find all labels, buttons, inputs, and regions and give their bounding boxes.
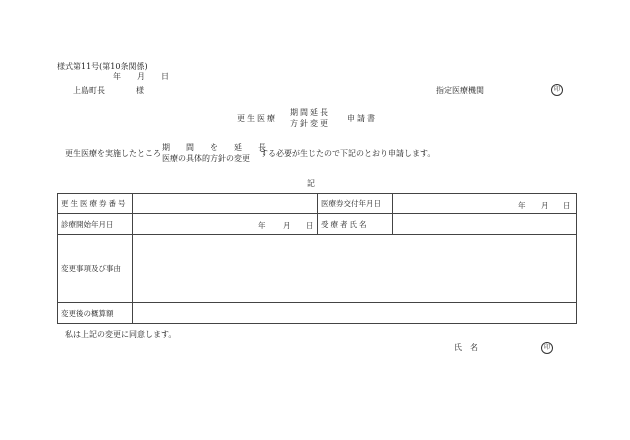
change-reason-label: 変更事項及び事由 [58,235,133,303]
consent-statement: 私は上記の変更に同意します。 [65,330,177,339]
patient-name-value[interactable] [393,214,577,235]
title-right: 申請書 [347,114,377,123]
start-month-unit: 月 [283,221,291,230]
issue-month-unit: 月 [541,201,549,210]
form-number: 様式第11号(第10条関係) [57,62,148,71]
issue-day-unit: 日 [563,201,571,210]
month-unit: 月 [137,72,145,81]
title-options [290,109,330,128]
estimate-label: 変更後の概算額 [58,303,133,324]
ticket-number-label: 更生医療券番号 [58,194,133,214]
patient-name-label: 受療者氏名 [318,214,393,235]
start-day-unit: 日 [306,221,314,230]
signer-seal: 印 [541,342,553,354]
statement-suffix: する必要が生じたので下記のとおり申請します。 [260,149,436,158]
start-date-label: 診療開始年月日 [58,214,133,235]
issue-date-label: 医療券交付年月日 [318,194,393,214]
request-form-table [57,193,577,324]
estimate-value[interactable] [133,303,577,324]
issue-date-value[interactable] [393,194,577,214]
title-left: 更生医療 [237,114,277,123]
ticket-number-value[interactable] [133,194,318,214]
statement-options [162,144,266,163]
signer-name-label: 氏 名 [454,343,478,352]
institution-label: 指定医療機関 [436,86,484,95]
start-year-unit: 年 [258,221,266,230]
statement-option-extend: 期 間 を 延 長 [162,143,266,152]
year-unit: 年 [113,72,121,81]
honorific: 様 [136,86,144,95]
table-row [58,214,577,235]
statement-option-change: 医療の具体的方針の変更 [162,154,250,163]
institution-seal: 印 [551,84,563,96]
day-unit: 日 [161,72,169,81]
title-option-extend: 期間延長 [290,108,330,117]
statement-prefix: 更生医療を実施したところ [65,149,161,158]
table-row [58,303,577,324]
addressee: 上島町長 [73,86,105,95]
table-row [58,194,577,214]
start-date-value[interactable] [133,214,318,235]
table-row [58,235,577,303]
change-reason-value[interactable] [133,235,577,303]
ki-heading: 記 [307,179,315,188]
issue-year-unit: 年 [518,201,526,210]
title-option-change: 方針変更 [290,119,330,128]
